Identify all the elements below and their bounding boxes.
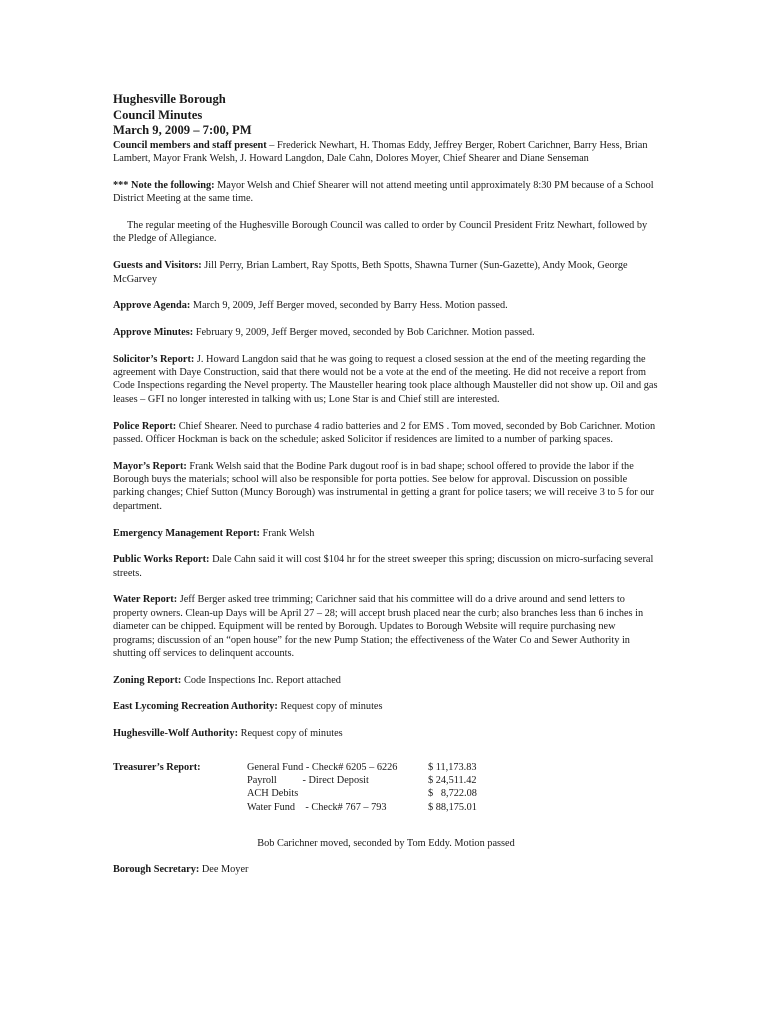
treasurer-row-amount: $ 8,722.08: [428, 788, 477, 800]
water-text: Jeff Berger asked tree trimming; Carichner said that his committee will do a drive around and send letters to property owners. Clean-up Days will be April 27 – 28; will accept brush placed near the curb; also branches less than 6 inches in diameter can be chipped. Equipment will be rented by Borough. Updates to Borough Website will require purchasing new programs; discussion of an “open house” for the new Pump Station; the effectiveness of the Water Co and Sewer Authority in shutting off services to delinquent accounts.: [113, 594, 644, 660]
note-label: *** Note the following:: [113, 179, 215, 191]
minutes-label: Approve Minutes:: [113, 326, 194, 338]
public-works-label: Public Works Report:: [113, 554, 210, 566]
meeting-date: March 9, 2009 – 7:00, PM: [113, 123, 252, 138]
minutes-paragraph: [113, 326, 659, 339]
attendees-label: Council members and staff present: [113, 139, 267, 151]
east-lycoming-paragraph: [113, 700, 659, 713]
agenda-paragraph: [113, 299, 659, 312]
hughesville-wolf-paragraph: [113, 727, 659, 740]
secretary-paragraph: [113, 863, 659, 876]
mayor-label: Mayor’s Report:: [113, 460, 187, 472]
guests-text: Jill Perry, Brian Lambert, Ray Spotts, Beth Spotts, Shawna Turner (Sun-Gazette), Andy Mook, George McGarvey: [113, 260, 628, 285]
water-paragraph: [113, 593, 659, 660]
water-label: Water Report:: [113, 594, 178, 606]
treasurer-row: [247, 774, 547, 787]
emergency-paragraph: [113, 527, 659, 540]
public-works-text: Dale Cahn said it will cost $104 hr for the street sweeper this spring; discussion on micro-surfacing several streets.: [113, 554, 654, 579]
police-text: Chief Shearer. Need to purchase 4 radio batteries and 2 for EMS . Tom moved, seconded by Bob Carichner. Motion passed. Officer Hockman is back on the schedule; asked Solicitor if residences are limited to a number of parking spaces.: [113, 420, 656, 445]
mayor-paragraph: [113, 460, 659, 514]
guests-paragraph: [113, 259, 659, 286]
document-title: Council Minutes: [113, 107, 203, 122]
agenda-text: March 9, 2009, Jeff Berger moved, seconded by Barry Hess. Motion passed.: [190, 300, 508, 312]
agenda-label: Approve Agenda:: [113, 300, 191, 312]
minutes-text: February 9, 2009, Jeff Berger moved, seconded by Bob Carichner. Motion passed.: [193, 326, 535, 338]
treasurer-row: [247, 801, 547, 814]
police-paragraph: [113, 420, 659, 447]
attendees-paragraph: [113, 139, 659, 166]
treasurer-row-item: General Fund - Check# 6205 – 6226: [247, 761, 398, 773]
mayor-text: Frank Welsh said that the Bodine Park dugout roof is in bad shape; school offered to provide the labor if the Borough buys the materials; school will also be responsible for porta potties. See below for approval. Discussion on possible parking changes; Chief Sutton (Muncy Borough) was instrumental in getting a grant for police tasers; we will receive 3 to 5 for our department.: [113, 460, 655, 512]
public-works-paragraph: [113, 553, 659, 580]
zoning-paragraph: [113, 674, 659, 687]
secretary-text: Dee Moyer: [199, 864, 249, 876]
treasurer-label: Treasurer’s Report:: [113, 761, 201, 773]
solicitor-text: J. Howard Langdon said that he was going to request a closed session at the end of the meeting regarding the agreement with Daye Construction, said that there would not be a vote at the end of the meeting. He did not receive a report from Code Inspections regarding the Nevel property. The Mausteller hearing took place although Mausteller did not show up. Oil and gas leases – GFI no longer interested in talking with us; Lone Star is and Chief still are interested.: [113, 353, 658, 405]
hughesville-wolf-label: Hughesville-Wolf Authority:: [113, 728, 238, 740]
treasurer-row: [247, 761, 547, 774]
treasurer-row: [247, 787, 547, 800]
hughesville-wolf-text: Request copy of minutes: [238, 728, 343, 740]
treasurer-report: [113, 761, 659, 817]
treasurer-motion: Bob Carichner moved, seconded by Tom Eddy. Motion passed: [257, 837, 515, 849]
treasurer-row-item: Water Fund - Check# 767 – 793: [247, 801, 387, 813]
zoning-text: Code Inspections Inc. Report attached: [181, 674, 341, 686]
treasurer-row-item: Payroll - Direct Deposit: [247, 774, 369, 786]
treasurer-row-item: ACH Debits: [247, 788, 299, 800]
note-text: Mayor Welsh and Chief Shearer will not attend meeting until approximately 8:30 PM because of a School District Meeting at the same time.: [113, 179, 654, 205]
minutes-document: [113, 92, 659, 890]
police-label: Police Report:: [113, 420, 177, 432]
solicitor-label: Solicitor’s Report:: [113, 353, 195, 365]
treasurer-row-amount: $ 24,511.42: [428, 774, 477, 786]
intro-paragraph: The regular meeting of the Hughesville Borough Council was called to order by Council President Fritz Newhart, followed by the Pledge of Allegiance.: [113, 220, 648, 245]
emergency-label: Emergency Management Report:: [113, 527, 260, 539]
attendees-text: – Frederick Newhart, H. Thomas Eddy, Jeffrey Berger, Robert Carichner, Barry Hess, Brian Lambert, Mayor Frank Welsh, J. Howard Langdon, Dale Cahn, Dolores Moyer, Chief Shearer and Diane Senseman: [113, 139, 648, 165]
guests-label: Guests and Visitors:: [113, 260, 202, 272]
borough-name: Hughesville Borough: [113, 92, 226, 106]
note-paragraph: [113, 179, 659, 206]
zoning-label: Zoning Report:: [113, 674, 182, 686]
treasurer-row-amount: $ 11,173.83: [428, 761, 477, 773]
solicitor-paragraph: [113, 353, 659, 407]
east-lycoming-label: East Lycoming Recreation Authority:: [113, 701, 278, 713]
emergency-text: Frank Welsh: [259, 527, 315, 539]
secretary-label: Borough Secretary:: [113, 864, 200, 876]
treasurer-row-amount: $ 88,175.01: [428, 801, 477, 813]
east-lycoming-text: Request copy of minutes: [277, 701, 383, 713]
